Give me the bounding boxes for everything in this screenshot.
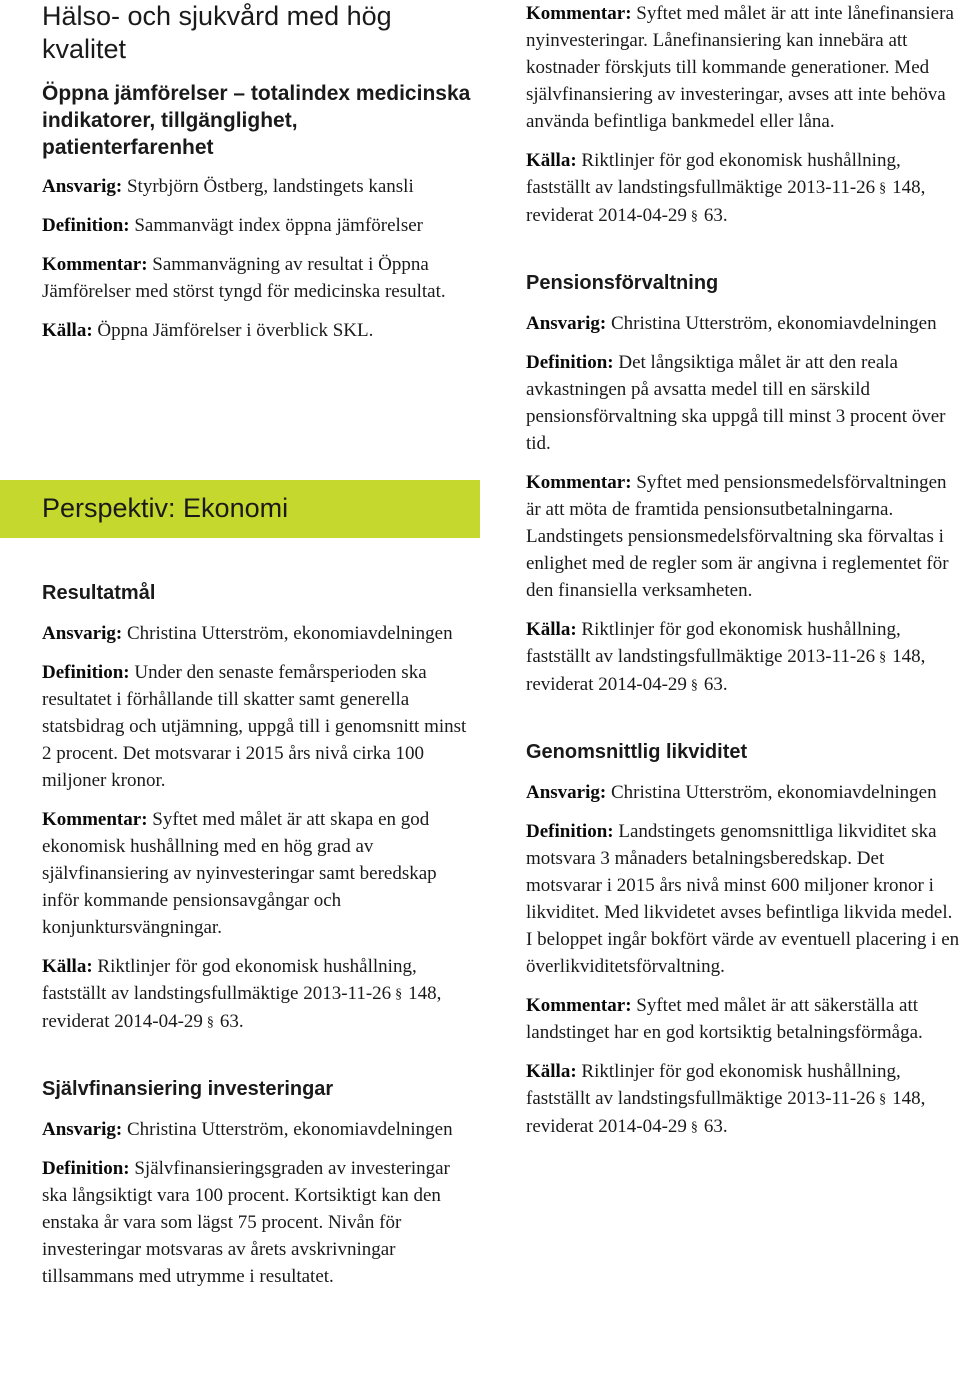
sjalvfinansiering-definition: Definition: Självfinansieringsgraden av investeringar ska långsiktigt vara 100 procent. Kortsiktigt kan den enstaka år vara som lägst 75 procent. Nivån för investeringar motsvaras av årets avskrivningar tillsammans med utrymme i resultatet. (42, 1158, 450, 1287)
likviditet-kommentar: Kommentar: Syftet med målet är att säkerställa att landstinget har en god kortsiktig betalningsförmåga. (526, 995, 923, 1043)
likviditet-ansvarig: Ansvarig: Christina Utterström, ekonomiavdelningen (526, 782, 937, 803)
right-column (526, 0, 960, 1141)
likviditet-definition: Definition: Landstingets genomsnittliga likviditet ska motsvara 3 månaders betalningsberedskap. Det motsvarar i 2015 års nivå minst 600 miljoner kronor i likviditet. Med likvidetet avses befintliga likvida medel. I beloppet ingår bokfört värde av eventuell placering i en överlikviditetsförvaltning. (526, 821, 960, 977)
section-sign-icon: § (690, 1120, 698, 1135)
section-sign-icon: § (206, 1015, 214, 1030)
pensionsforvaltning-kalla: Källa: Riktlinjer för god ekonomisk hushållning, fastställt av landstingsfullmäktige 2013-11-26 § 148, reviderat 2014-04-29 § 63. (526, 616, 960, 699)
likviditet-kalla: Källa: Riktlinjer för god ekonomisk hushållning, fastställt av landstingsfullmäktige 2013-11-26 § 148, reviderat 2014-04-29 § 63. (526, 1058, 960, 1141)
measure-kommentar: Kommentar: Sammanvägning av resultat i Öppna Jämförelser med störst tyngd för medicinska resultat. (42, 254, 446, 302)
measure-definition: Definition: Sammanvägt index öppna jämförelser (42, 215, 423, 236)
section-sign-icon: § (690, 209, 698, 224)
section-sign-icon: § (690, 678, 698, 693)
resultatmal-ansvarig: Ansvarig: Christina Utterström, ekonomiavdelningen (42, 623, 453, 644)
resultatmal-kalla: Källa: Riktlinjer för god ekonomisk hushållning, fastställt av landstingsfullmäktige 2013-11-26 § 148, reviderat 2014-04-29 § 63. (42, 953, 472, 1036)
perspective-banner (0, 480, 480, 538)
left-column (42, 0, 472, 344)
measure-ansvarig: Ansvarig: Styrbjörn Östberg, landstingets kansli (42, 176, 414, 197)
pensionsforvaltning-ansvarig: Ansvarig: Christina Utterström, ekonomiavdelningen (526, 313, 937, 334)
sjalvfinansiering-kommentar: Kommentar: Syftet med målet är att inte lånefinansiera nyinvesteringar. Lånefinansiering kan innebära att kostnader förskjuts till kommande generationer. Med självfinansiering av investeringar, avses att inte behöva använda befintliga bankmedel eller låna. (526, 3, 954, 132)
resultatmal-kommentar: Kommentar: Syftet med målet är att skapa en god ekonomisk hushållning med en hög grad av självfinansiering av nyinvesteringar samt beredskap inför kommande pensionsavgångar och konjunktursvängningar. (42, 809, 437, 938)
goal-heading-likviditet: Genomsnittlig likviditet (526, 741, 748, 763)
section-sign-icon: § (879, 1092, 887, 1107)
perspective-banner-label: Perspektiv: Ekonomi (42, 493, 289, 523)
section-sign-icon: § (879, 181, 887, 196)
goal-heading-pensionsforvaltning: Pensionsförvaltning (526, 272, 719, 294)
sjalvfinansiering-kalla: Källa: Riktlinjer för god ekonomisk hushållning, fastställt av landstingsfullmäktige 2013-11-26 § 148, reviderat 2014-04-29 § 63. (526, 147, 960, 230)
section-title-healthcare: Hälso- och sjukvård med hög kvalitet (42, 1, 392, 64)
pensionsforvaltning-definition: Definition: Det långsiktiga målet är att den reala avkastningen på avsatta medel till en särskild pensionsförvaltning ska uppgå till minst 3 procent över tid. (526, 352, 946, 454)
measure-kalla: Källa: Öppna Jämförelser i överblick SKL. (42, 320, 374, 341)
left-column-lower (42, 580, 472, 1290)
resultatmal-definition: Definition: Under den senaste femårsperioden ska resultatet i förhållande till skatter samt generella statsbidrag och utjämning, uppgå till i genomsnitt minst 2 procent. Det motsvarar i 2015 års nivå cirka 100 miljoner kronor. (42, 662, 467, 791)
measure-heading: Öppna jämförelser – totalindex medicinska indikatorer, tillgänglighet, patienterfarenhet (42, 82, 471, 159)
pensionsforvaltning-kommentar: Kommentar: Syftet med pensionsmedelsförvaltningen är att möta de framtida pensionsutbetalningarna. Landstingets pensionsmedelsförvaltning ska förvaltas i enlighet med de regler som är angivna i reglementet för den finansiella verksamheten. (526, 472, 949, 601)
goal-heading-sjalvfinansiering: Självfinansiering investeringar (42, 1078, 334, 1100)
section-sign-icon: § (879, 650, 887, 665)
sjalvfinansiering-ansvarig: Ansvarig: Christina Utterström, ekonomiavdelningen (42, 1119, 453, 1140)
section-sign-icon: § (395, 987, 403, 1002)
goal-heading-resultatmal: Resultatmål (42, 582, 156, 604)
